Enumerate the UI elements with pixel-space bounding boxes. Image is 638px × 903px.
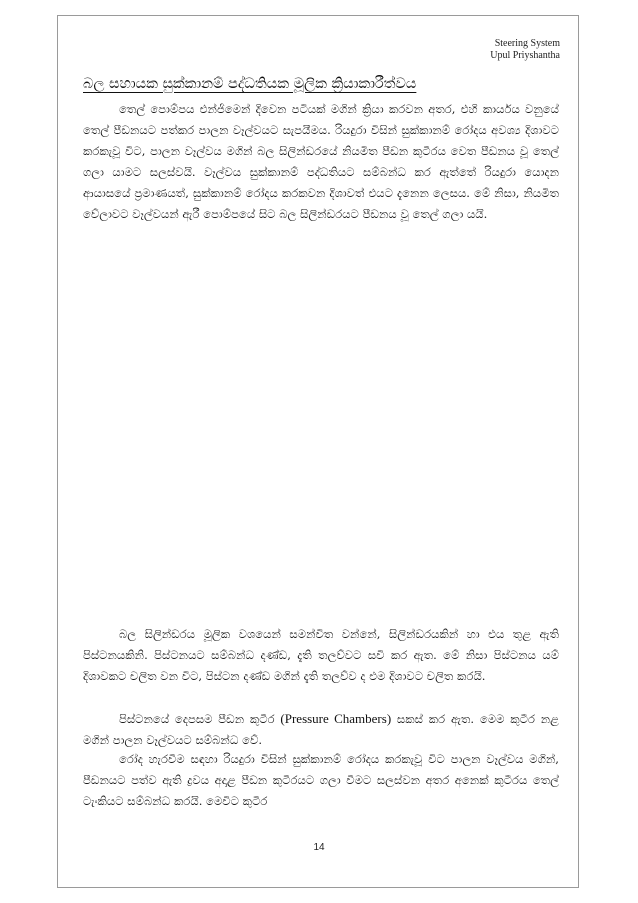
running-header xyxy=(490,38,560,62)
paragraph-pump-valve: තෙල් පොම්පය එන්ජිමෙන් දිවෙන පටියක් මගින් ක්‍රියා කරවන අතර, එහි කාර්යය වනුයේ තෙල් පීඩනයට පත්කර පාලන වෑල්වයට සැපයීමය. රියදුරා විසින් සුක්කානම් රෝදය අවශ්‍ය දිශාවට කරකැවූ විට, පාලන වෑල්වය මගින් බල සිලින්ඩරයේ නියමිත පීඩන කුටීරය වෙත පීඩනය වූ තෙල් ගලා යාමට සලස්වයි. වෑල්වය සුක්කානම් පද්ධතියට සම්බන්ධ කර ඇත්තේ රියදුරා යොදන ආයාසයේ ප්‍රමාණයත්, සුක්කානම් රෝදය කරකවන දිශාවත් එයට දැනෙන ලෙසය. මේ නිසා, නියමිත වේලාවට වෑල්වයන් ඇරී පොම්පයේ සිට බල සිලින්ඩරයට පීඩනය වූ තෙල් ගලා යයි. xyxy=(83,102,559,221)
paragraph-power-cylinder: බල සිලින්ඩරය මූලික වශයෙන් සමන්විත වන්නේ, සිලින්ඩරයකින් හා එය තුළ ඇති පිස්ටනයකිනි. පිස්ටනයට සම්බන්ධ දණ්ඩ, දැති තලව්වට සවි කර ඇත. මේ නිසා පිස්ටනය යම් දිශාවකට චලිත වන විට, පිස්ටන දණ්ඩ මගින් දැති තලව්ව ද එම දිශාවට චලිත කරයි. xyxy=(83,627,559,683)
page-number: 14 xyxy=(313,842,325,853)
p3-english-term: (Pressure Chambers) xyxy=(280,711,392,726)
p3-text-start: පිස්ටනයේ දෙපසම පීඩන කුටීර xyxy=(119,712,281,726)
section-title: බල සහායක සුක්කානම් පද්ධතියක මූලික ක්‍රියාකාරීත්වය xyxy=(83,76,417,92)
p3-text-end: සකස් කර ඇත. මෙම කුටීර නළ මගින් පාලන වෑල්වයට සම්බන්ධ වේ. xyxy=(83,712,559,747)
header-topic: Steering System xyxy=(494,38,560,49)
paragraph-pressure-chambers xyxy=(83,708,559,751)
header-author: Upul Priyshantha xyxy=(490,50,560,61)
paragraph-wheel-turning: රෝද හැරවීම සඳහා රියදුරා විසින් සුක්කානම් රෝදය කරකැවූ විට පාලන වෑල්වය මගින්, පීඩනයට පත්ව ඇති ද්‍රවය අදාළ පීඩන කුටීරයට ගලා වීමට සලස්වන අතර අනෙක් කුටීරය තෙල් ටැංකියට සම්බන්ධ කරයි. මෙවිට කුටීර xyxy=(83,752,560,808)
